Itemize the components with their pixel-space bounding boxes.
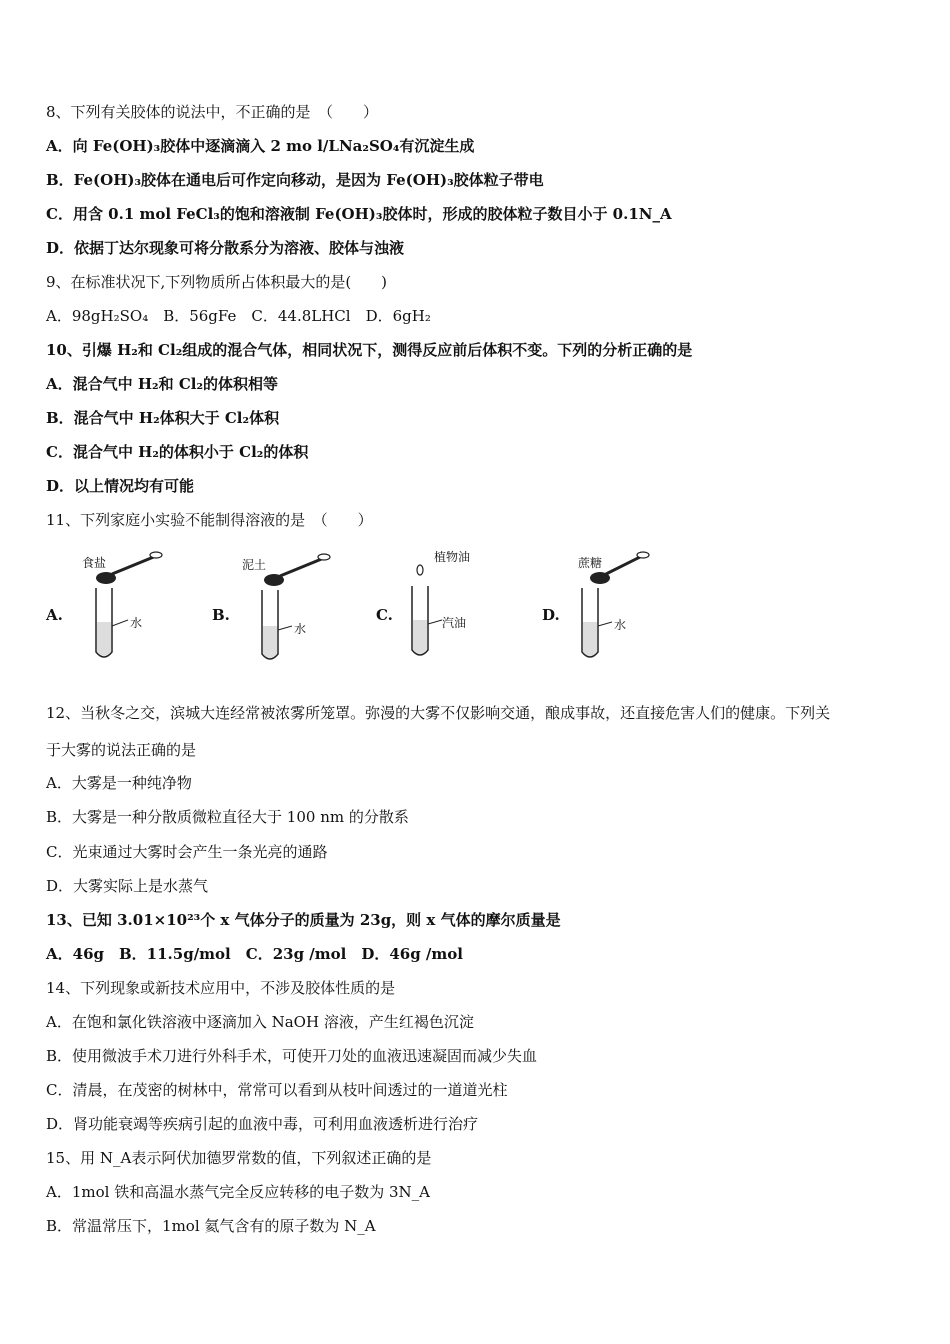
q8-option-a: A．向 Fe(OH)₃胶体中逐滴滴入 2 mo l/LNa₂SO₄有沉淀生成 — [46, 137, 475, 155]
q14-option-c: C．清晨，在茂密的树林中，常常可以看到从枝叶间透过的一道道光柱 — [46, 1081, 508, 1099]
q14-option-b: B．使用微波手术刀进行外科手术，可使开刀处的血液迅速凝固而减少失血 — [46, 1047, 538, 1065]
q12-option-d: D．大雾实际上是水蒸气 — [46, 877, 209, 895]
q8-option-d: D．依据丁达尔现象可将分散系分为溶液、胶体与浊液 — [46, 239, 405, 257]
q12-option-b: B．大雾是一种分散质微粒直径大于 100 nm 的分散系 — [46, 808, 409, 826]
spoon-test-tube-icon — [542, 548, 682, 668]
q10-option-c: C．混合气中 H₂的体积小于 Cl₂的体积 — [46, 443, 309, 461]
figure-letter: C. — [376, 606, 393, 624]
spoon-test-tube-icon — [212, 548, 352, 668]
figure-side-label: 水 — [130, 616, 143, 630]
figure-top-label: 蔗糖 — [578, 556, 603, 570]
q10-option-b: B．混合气中 H₂体积大于 Cl₂体积 — [46, 409, 280, 427]
q15-option-a: A．1mol 铁和高温水蒸气完全反应转移的电子数为 3N_A — [46, 1183, 430, 1201]
figure-top-label: 泥土 — [242, 558, 267, 572]
q12-stem-line1: 12、当秋冬之交，滨城大连经常被浓雾所笼罩。弥漫的大雾不仅影响交通，酿成事故，还直接危害人们的健康。下列关 — [46, 704, 831, 722]
q11-stem: 11、下列家庭小实验不能制得溶液的是 （ ） — [46, 511, 373, 529]
q14-stem: 14、下列现象或新技术应用中，不涉及胶体性质的是 — [46, 979, 396, 997]
q12-option-a: A．大雾是一种纯净物 — [46, 774, 192, 792]
q12-option-c: C．光束通过大雾时会产生一条光亮的通路 — [46, 843, 328, 861]
q8-option-b: B．Fe(OH)₃胶体在通电后可作定向移动，是因为 Fe(OH)₃胶体粒子带电 — [46, 171, 544, 189]
q14-option-d: D．肾功能衰竭等疾病引起的血液中毒，可利用血液透析进行治疗 — [46, 1115, 479, 1133]
figure-side-label: 水 — [614, 618, 627, 632]
q9-stem: 9、在标准状况下,下列物质所占体积最大的是( ) — [46, 273, 388, 291]
q11-figure-b — [212, 548, 352, 668]
q14-option-a: A．在饱和氯化铁溶液中逐滴加入 NaOH 溶液，产生红褐色沉淀 — [46, 1013, 474, 1031]
q11-figure-d — [542, 548, 682, 668]
q15-option-b: B．常温常压下，1mol 氦气含有的原子数为 N_A — [46, 1217, 376, 1235]
q15-stem: 15、用 N_A表示阿伏加德罗常数的值，下列叙述正确的是 — [46, 1149, 432, 1167]
q11-figure-a — [46, 548, 186, 668]
q10-option-d: D．以上情况均有可能 — [46, 477, 195, 495]
figure-side-label: 水 — [294, 622, 307, 636]
figure-letter: B. — [212, 606, 230, 624]
figure-side-label: 汽油 — [442, 616, 467, 630]
q10-option-a: A．混合气中 H₂和 Cl₂的体积相等 — [46, 375, 279, 393]
figure-top-label: 食盐 — [82, 556, 107, 570]
spoon-test-tube-icon — [46, 548, 186, 668]
figure-top-label: 植物油 — [434, 550, 471, 564]
q8-stem: 8、下列有关胶体的说法中，不正确的是 （ ） — [46, 103, 379, 121]
q13-options: A．46g B．11.5g/mol C．23g /mol D．46g /mol — [46, 945, 463, 963]
q13-stem: 13、已知 3.01×10²³个 x 气体分子的质量为 23g，则 x 气体的摩尔质量是 — [46, 911, 561, 929]
q8-option-c: C．用含 0.1 mol FeCl₃的饱和溶液制 Fe(OH)₃胶体时，形成的胶体粒子数目小于 0.1N_A — [46, 205, 672, 223]
q11-figure-c — [376, 548, 516, 668]
figure-letter: A. — [46, 606, 63, 624]
figure-letter: D. — [542, 606, 560, 624]
q12-stem-line2: 于大雾的说法正确的是 — [46, 741, 197, 759]
q9-options: A．98gH₂SO₄ B．56gFe C．44.8LHCl D．6gH₂ — [46, 307, 431, 325]
dropper-test-tube-icon — [376, 548, 516, 668]
q10-stem: 10、引爆 H₂和 Cl₂组成的混合气体，相同状况下，测得反应前后体积不变。下列的分析正确的是 — [46, 341, 693, 359]
